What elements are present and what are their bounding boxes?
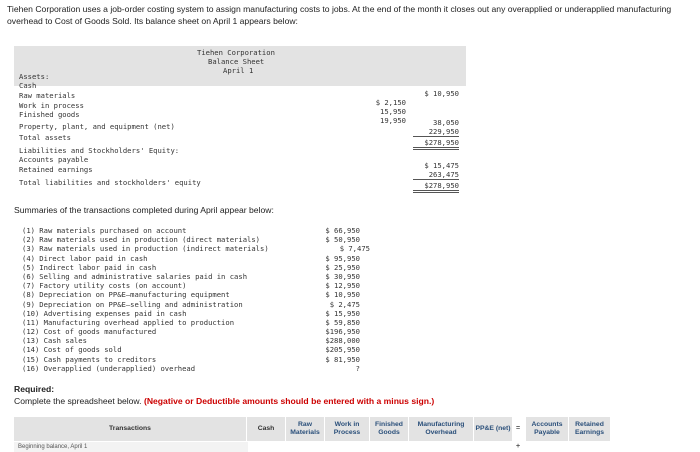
list-item: (15) Cash payments to creditors $ 81,950	[22, 354, 360, 364]
required-section	[14, 383, 434, 407]
list-item: (11) Manufacturing overhead applied to production $ 59,850	[22, 317, 360, 327]
ppe-label: Property, plant, and equipment (net)	[19, 122, 175, 131]
list-item: (10) Advertising expenses paid in cash $ 15,950	[22, 308, 360, 318]
list-item: (9) Depreciation on PP&E—selling and administration $ 2,475	[22, 299, 360, 309]
finished-goods-label: Finished goods	[19, 110, 80, 119]
intro-text: Tiehen Corporation uses a job-order costing system to assign manufacturing costs to jobs. At the end of the month it closes out any overapplied or underapplied manufacturing overhead to Cost of Goods Sold. Its balance sheet on April 1 appears below:	[7, 4, 672, 26]
spreadsheet	[14, 417, 610, 452]
wip-amount: 15,950	[380, 107, 406, 116]
total-assets-label: Total assets	[19, 133, 71, 142]
assets-label: Assets:	[19, 72, 50, 81]
list-item: (16) Overapplied (underapplied) overhead ?	[22, 363, 360, 373]
list-item: (7) Factory utility costs (on account) $ 12,950	[22, 281, 360, 291]
list-item: (12) Cost of goods manufactured $196,950	[22, 327, 360, 337]
list-item: (2) Raw materials used in production (direct materials) $ 50,950	[22, 235, 360, 245]
col-manufacturing-overhead: Manufacturing Overhead	[409, 417, 474, 441]
retained-earnings-label: Retained earnings	[19, 165, 93, 174]
col-work-in-process: Work in Process	[325, 417, 370, 441]
list-item: (4) Direct labor paid in cash $ 95,950	[22, 253, 360, 263]
col-ppe: PP&E (net)	[474, 417, 513, 441]
liabilities-label: Liabilities and Stockholders' Equity:	[19, 146, 180, 155]
list-item: (5) Indirect labor paid in cash $ 25,950	[22, 262, 360, 272]
inventory-total: 38,050	[433, 118, 459, 127]
col-finished-goods: Finished Goods	[370, 417, 409, 441]
list-item: (1) Raw materials purchased on account $ 66,950	[22, 226, 360, 235]
statement-title: Balance Sheet	[208, 57, 265, 66]
list-item: (6) Selling and administrative salaries paid in cash $ 30,950	[22, 271, 360, 281]
cash-total: $ 10,950	[424, 89, 459, 98]
company-name: Tiehen Corporation	[197, 48, 275, 57]
statement-date: April 1	[223, 66, 254, 75]
col-raw-materials: Raw Materials	[286, 417, 325, 441]
col-accounts-payable: Accounts Payable	[526, 417, 569, 441]
required-note: (Negative or Deductible amounts should be entered with a minus sign.)	[143, 396, 435, 406]
equals-sign: =	[516, 425, 521, 432]
transactions-list	[22, 226, 370, 373]
required-label: Required:	[14, 384, 55, 394]
total-assets-amount: $278,950	[413, 138, 459, 150]
beginning-balance-row: Beginning balance, April 1	[14, 442, 248, 452]
wip-label: Work in process	[19, 101, 84, 110]
accounts-payable-label: Accounts payable	[19, 155, 89, 164]
retained-earnings-amount: 263,475	[413, 170, 459, 180]
raw-materials-label: Raw materials	[19, 91, 76, 100]
col-retained-earnings: Retained Earnings	[569, 417, 611, 441]
list-item: (8) Depreciation on PP&E—manufacturing equipment $ 10,950	[22, 290, 360, 300]
summary-heading: Summaries of the transactions completed during April appear below:	[14, 205, 274, 215]
col-cash: Cash	[247, 417, 286, 441]
list-item: (13) Cash sales $288,000	[22, 336, 360, 346]
ppe-total: 229,950	[413, 127, 459, 137]
col-transactions: Transactions	[14, 417, 247, 441]
list-item: (3) Raw materials used in production (indirect materials) $ 7,475	[22, 244, 370, 254]
list-item: (14) Cost of goods sold $205,950	[22, 345, 360, 355]
plus-sign: +	[516, 443, 521, 450]
accounts-payable-amount: $ 15,475	[424, 161, 459, 170]
finished-goods-amount: 19,950	[380, 116, 406, 125]
required-text: Complete the spreadsheet below.	[14, 396, 142, 406]
total-liabilities-amount: $278,950	[413, 181, 459, 193]
raw-materials-amount: $ 2,150	[375, 98, 406, 107]
total-liabilities-label: Total liabilities and stockholders' equity	[19, 178, 201, 187]
cash-label: Cash	[19, 81, 37, 90]
